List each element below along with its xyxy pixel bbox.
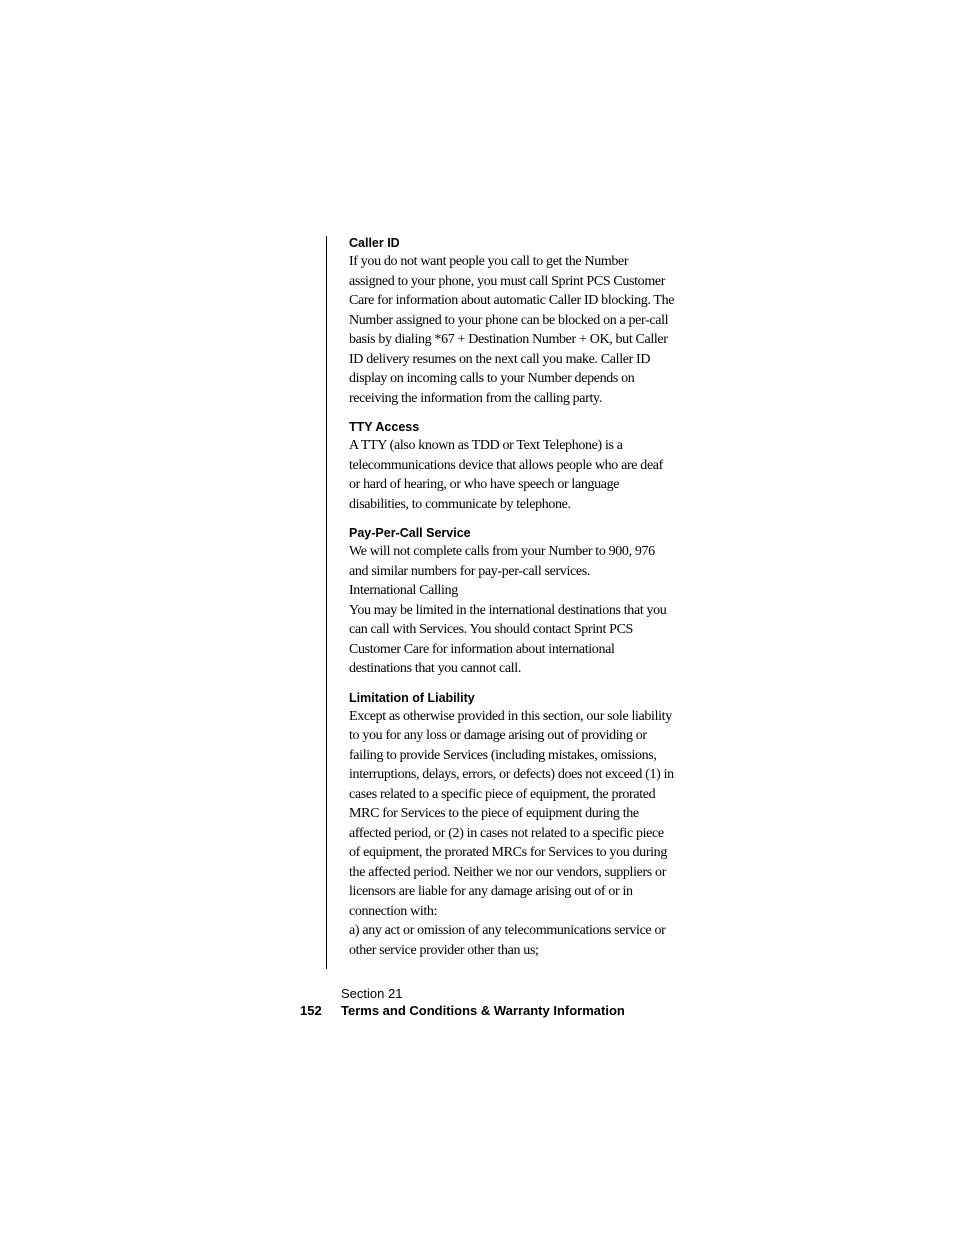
section-tty-access xyxy=(349,417,675,514)
section-limitation-of-liability xyxy=(349,688,675,961)
section-paragraph: We will not complete calls from your Number to 900, 976 and similar numbers for pay-per-call services. xyxy=(349,544,655,579)
subheading-international-calling: International Calling xyxy=(349,583,458,598)
footer-title: Terms and Conditions & Warranty Information xyxy=(341,1003,625,1018)
section-caller-id xyxy=(349,233,675,408)
section-pay-per-call xyxy=(349,523,675,679)
section-paragraph: If you do not want people you call to get the Number assigned to your phone, you must call Sprint PCS Customer Care for information about automatic Caller ID blocking. The Number assigned to your phone can be blocked on a per-call basis by dialing *67 + Destination Number + OK, but Caller ID delivery resumes on the next call you make. Caller ID display on incoming calls to your Number depends on receiving the information from the calling party. xyxy=(349,254,675,406)
footer-section-label: Section 21 xyxy=(341,986,403,1001)
margin-rule xyxy=(326,236,327,969)
section-paragraph: Except as otherwise provided in this section, our sole liability to you for any loss or damage arising out of providing or failing to provide Services (including mistakes, omissions, interruptions, delays, errors, or defects) does not exceed (1) in cases related to a specific piece of equipment, the prorated MRC for Services to the piece of equipment during the affected period, or (2) in cases not related to a specific piece of equipment, the prorated MRCs for Services to you during the affected period. Neither we nor our vendors, suppliers or licensors are liable for any damage arising out of or in connection with: xyxy=(349,708,674,919)
section-heading: TTY Access xyxy=(349,420,420,434)
section-paragraph: A TTY (also known as TDD or Text Telephone) is a telecommunications device that allows people who are deaf or hard of hearing, or who have speech or language disabilities, to communicate by telephone. xyxy=(349,438,663,512)
section-heading: Pay-Per-Call Service xyxy=(349,526,471,540)
list-item: a) any act or omission of any telecommunications service or other service provider other than us; xyxy=(349,923,666,958)
page-number: 152 xyxy=(300,1003,322,1018)
section-heading: Caller ID xyxy=(349,236,400,250)
section-paragraph: You may be limited in the international destinations that you can call with Services. You should contact Sprint PCS Customer Care for information about international destinations that you cannot call. xyxy=(349,602,667,676)
section-heading: Limitation of Liability xyxy=(349,690,475,705)
page-body xyxy=(349,233,675,960)
